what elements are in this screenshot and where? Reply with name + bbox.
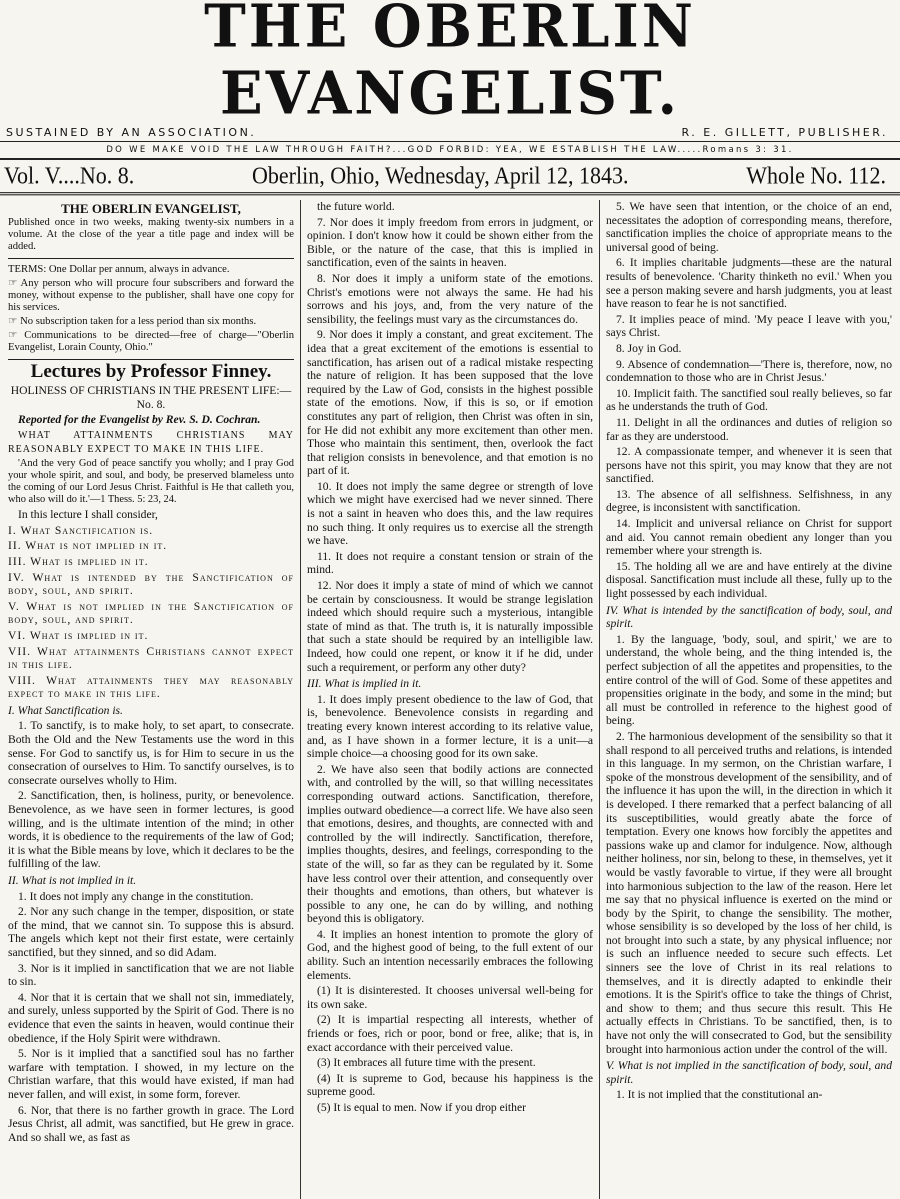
masthead-title: THE OBERLIN EVANGELIST.	[204, 0, 696, 129]
column-1-body	[8, 704, 294, 1144]
subscription-notice	[8, 217, 294, 354]
paragraph: (2) It is impartial respecting all interests, whether of friends or foes, rich or poor, bond or free, alike; that is, in exact accordance with their perceived value.	[307, 1013, 593, 1054]
paragraph: 11. Delight in all the ordinances and duties of religion so far as they are understood.	[606, 415, 892, 443]
lecture-subject: HOLINESS OF CHRISTIANS IN THE PRESENT LIFE:—No. 8.	[10, 384, 292, 411]
section-heading: III. What is implied in it.	[307, 677, 422, 691]
section-heading: V. What is not implied in the sanctification of body, soul, and spirit.	[606, 1059, 892, 1086]
outline-item: VI. What is implied in it.	[8, 628, 149, 642]
paragraph: 11. It does not require a constant tension or strain of the mind.	[307, 549, 593, 577]
divider	[8, 258, 294, 259]
volume-number: Vol. V....No. 8.	[4, 161, 135, 189]
paragraph: 4. It implies an honest intention to promote the glory of God, and the highest good of being, to the full extent of our ability. Such an intention necessarily embraces the following elements.	[307, 927, 593, 982]
paragraph: 1. It does imply present obedience to the law of God, that is, benevolence. Benevolence consists in regarding and treating every known interest according to its relative value, and, as I have shown in a former lecture, it is a unit—a simple choice—a choosing good for its own sake.	[307, 692, 593, 761]
lecture-outline	[8, 524, 294, 701]
notice-intro: Published once in two weeks, making twenty-six numbers in a volume. At the close of the year a title page and index will be added.	[8, 216, 294, 252]
motto: DO WE MAKE VOID THE LAW THROUGH FAITH?...GOD FORBID: YEA, WE ESTABLISH THE LAW.....Romans 3: 31.	[0, 142, 900, 160]
paragraph: 15. The holding all we are and have entirely at the divine disposal. Sanctification must include all these, fully up to the light possessed by each individual.	[606, 559, 892, 601]
paragraph: (1) It is disinterested. It chooses universal well-being for its own sake.	[307, 984, 593, 1011]
outline-item: IV. What is intended by the Sanctification of body, soul, and spirit.	[8, 570, 294, 598]
place-date: Oberlin, Ohio, Wednesday, April 12, 1843.	[252, 161, 629, 189]
divider	[8, 359, 294, 360]
dateline	[0, 159, 900, 196]
paragraph: 9. Nor does it imply a constant, and great excitement. The idea that a great excitement of the emotions is essential to sanctification, has arisen out of a radical mistake respecting the nature of religion. It has been supposed that the love required by the Law of God, consists in the highest possible state of the emotions. Now, if this is so, or if emotion constitutes any part of religion, then Christ was often in sin, for He did not exhibit any more excitement than other men. Those who maintain this sentiment, then, overlook the fact that religion consists in benevolence, and that emotion is no part of it.	[307, 328, 593, 478]
paragraph: 1. It is not implied that the constitutional an-	[616, 1088, 823, 1102]
section-heading: II. What is not implied in it.	[8, 874, 137, 887]
outline-item: II. What is not implied in it.	[8, 539, 168, 553]
paragraph: 2. We have also seen that bodily actions are connected with, and controlled by the will, so that willing necessitates corresponding outward actions. Sanctification, therefore, implies outward obedience—a correct life. We have also seen that emotions, desires, and thoughts, are connected with and controlled by the will indirectly. Sanctification, therefore, implies thoughts, desires, and feelings, corresponding to the state of the will, so far as they can be regulated by it. Some have less control over their attention, and consequently over their thoughts and emotions, than others, but whatever is possible to any one, he can do by willing, and nothing beyond this is obligatory.	[307, 762, 593, 926]
notice-title: THE OBERLIN EVANGELIST,	[61, 201, 241, 216]
paragraph: (5) It is equal to men. Now if you drop either	[317, 1101, 526, 1114]
paragraph: 2. Sanctification, then, is holiness, purity, or benevolence. Benevolence, as we have seen in former lectures, is good willing, and is the ultimate intention of the mind; in other words, it is obedience to the requirements of the law of God; it is what the Bible means by love, which it declares to be the fulfilling of the law.	[8, 789, 294, 871]
notice-terms: TERMS: One Dollar per annum, always in advance.	[8, 263, 230, 275]
paragraph: 12. A compassionate temper, and whenever it is seen that persons have not this spirit, you may know that they are not sanctified.	[606, 445, 892, 486]
paragraph: 7. It implies peace of mind. 'My peace I leave with you,' says Christ.	[606, 312, 892, 340]
paragraph: 5. Nor is it implied that a sanctified soul has no farther warfare with temptation. I showed, in my lecture on the Christian warfare, that this would have existed, if man had never fallen, and will exist, in some form, forever.	[8, 1047, 294, 1101]
paragraph: the future world.	[317, 200, 395, 213]
paragraph: 6. Nor, that there is no farther growth in grace. The Lord Jesus Christ, all admit, was sanctified, but He grew in grace. And so shall we, as fast as	[8, 1103, 294, 1144]
paragraph: 8. Joy in God.	[616, 341, 682, 355]
column-1	[2, 200, 300, 1199]
paragraph: 5. We have seen that intention, or the choice of an end, necessitates the adoption of corresponding means, therefore, sanctification implies the choice of appropriate means to the universal good of being.	[606, 200, 892, 254]
notice-period: ☞ No subscription taken for a less period than six months.	[8, 315, 257, 327]
outline-item: I. What Sanctification is.	[8, 523, 154, 537]
paragraph: 3. Nor is it implied in sanctification that we are not liable to sin.	[8, 961, 294, 989]
outline-item: VII. What attainments Christians cannot expect in this life.	[8, 644, 294, 672]
paragraph: 8. Nor does it imply a uniform state of the emotions. Christ's emotions were not always the same. He had his sorrows and his joys, and, from the very nature of the sensibility, the feelings must vary as the circumstances do.	[307, 271, 593, 326]
outline-item: V. What is not implied in the Sanctification of body, soul, and spirit.	[8, 599, 294, 627]
paragraph: 4. Nor that it is certain that we shall not sin, immediately, and surely, unless supported by the Spirit of God. There is no evidence that even the saints in heaven, would continue their obedience, if the Holy Spirit were withdrawn.	[8, 990, 294, 1045]
outline-item: III. What is implied in it.	[8, 554, 149, 568]
lecture-question: WHAT ATTAINMENTS CHRISTIANS MAY REASONABLY EXPECT TO MAKE IN THIS LIFE.	[8, 429, 294, 455]
outline-item: VIII. What attainments they may reasonably expect to make in this life.	[8, 673, 294, 701]
section-heading: I. What Sanctification is.	[8, 703, 123, 717]
lecture-reporter: Reported for the Evangelist by Rev. S. D. Cochran.	[18, 413, 261, 427]
paragraph: 12. Nor does it imply a state of mind of which we cannot be certain by consciousness. It would be strange legislation indeed which should require such a mysterious, intangible state of mind as that. The truth is, it is naturally impossible that such a state should be required by an intelligible law. Indeed, how could one repent, or know it if he did, under such a requirement, or perform any other duty?	[307, 579, 593, 674]
paragraph: 10. It does not imply the same degree or strength of love which we might have exercised had we never sinned. There is not a saint in heaven who does this, and the law requires no such thing. It only requires us to exercise all the strength we have.	[307, 479, 593, 548]
paragraph: 1. By the language, 'body, soul, and spirit,' we are to understand, the whole being, and the thing intended is, the perfect subjection of all the appetites and propensities, to the entire control of the will of God. Some of these appetites and propensities originate in the body, and some in the mind; but all must be controlled in reference to the highest good of being.	[606, 632, 892, 728]
paragraph: 1. It does not imply any change in the constitution.	[18, 889, 254, 903]
section-heading: IV. What is intended by the sanctification of body, soul, and spirit.	[606, 603, 892, 631]
paragraph: 9. Absence of condemnation—'There is, therefore, now, no condemnation to those who are in Christ Jesus.'	[606, 357, 892, 385]
paragraph: (3) It embraces all future time with the present.	[317, 1056, 536, 1070]
whole-number: Whole No. 112.	[746, 161, 886, 189]
scripture-text: 'And the very God of peace sanctify you wholly; and I pray God your whole spirit, and soul, and body, be preserved blameless unto the coming of our Lord Jesus Christ. Faithful is He that calleth you, who also will do it.'—1 Thess. 5: 23, 24.	[8, 458, 294, 506]
consider-line: In this lecture I shall consider,	[18, 508, 158, 522]
notice-agents: ☞ Any person who will procure four subscribers and forward the money, without expense to the publisher, shall have one copy for his services.	[8, 277, 294, 313]
column-3	[599, 200, 898, 1199]
paragraph: 2. Nor any such change in the temper, disposition, or state of the mind, that we cannot sin. To suppose this is absurd. The angels which kept not their first estate, were certainly sanctified, but they sinned, and so did Adam.	[8, 905, 294, 959]
sustained-line: SUSTAINED BY AN ASSOCIATION.	[6, 126, 257, 139]
paragraph: 13. The absence of all selfishness. Selfishness, in any degree, is inconsistent with sanctification.	[606, 487, 892, 515]
column-2	[300, 200, 599, 1199]
notice-communications: ☞ Communications to be directed—free of charge—"Oberlin Evangelist, Lorain County, Ohio."	[8, 329, 294, 353]
paragraph: (4) It is supreme to God, because his happiness is the supreme good.	[307, 1071, 593, 1099]
paragraph: 10. Implicit faith. The sanctified soul really believes, so far as he understands the truth of God.	[606, 386, 892, 414]
paragraph: 14. Implicit and universal reliance on Christ for support and aid. You cannot remain obedient any longer than you remember where your strength is.	[606, 517, 892, 558]
publisher-line: R. E. GILLETT, PUBLISHER.	[681, 126, 888, 139]
paragraph: 6. It implies charitable judgments—these are the natural results of benevolence. 'Charity thinketh no evil.' When you see a person making severe and harsh judgments, you at least have reason to fear he is not sanctified.	[606, 256, 892, 311]
lectures-heading: Lectures by Professor Finney.	[30, 360, 272, 382]
columns	[0, 194, 900, 1199]
paragraph: 7. Nor does it imply freedom from errors in judgment, or opinion. I don't know how it could be shown either from the Bible, or the nature of the case, that this is implied in sanctification, even of the saints in heaven.	[307, 215, 593, 270]
paragraph: 2. The harmonious development of the sensibility so that it shall respond to all perceived truths and relations, is intended in this language. In my sermon, on the Christian warfare, I spoke of the monstrous development of the sensibility, and of the influence it has upon the will, in the direction in which it is developed. I there remarked that a perfect balancing of all its susceptibilities, would greatly abate the force of temptation. Every one knows how forcibly the appetites and passions wake up and clamor for indulgence. Now, although neither holiness, nor sin, belong to these, in themselves, yet it would be vastly favorable to virtue, if they were all brought into harmonious subjection to the law of the reason. Here let me say that no physical influence is exerted on the mind or body by the Spirit, to change the sensibility. The mother, whose sensibility is so developed by the loss of her child, is not brought into such a state, by any physical influence; nor is such an influence needed to secure such effects. Let sinners see the love of Christ in its real relations to themselves, and it is directly adapted to enkindle their emotions. It is the Spirit's office to take the things of Christ, and show to them; and thus secure this result. This He actually effects in Christians. To be sanctified, then, is to have not only the will consecrated to God, but the sensibility brought into harmonious action under the control of the will.	[606, 729, 892, 1056]
paragraph: 1. To sanctify, is to make holy, to set apart, to consecrate. Both the Old and the New Testaments use the word in this sense. For God to sanctify us, is for Him to secure in us the consecration of ourselves to Him. To sanctify ourselves, is to consecrate ourselves wholly to Him.	[8, 719, 294, 787]
